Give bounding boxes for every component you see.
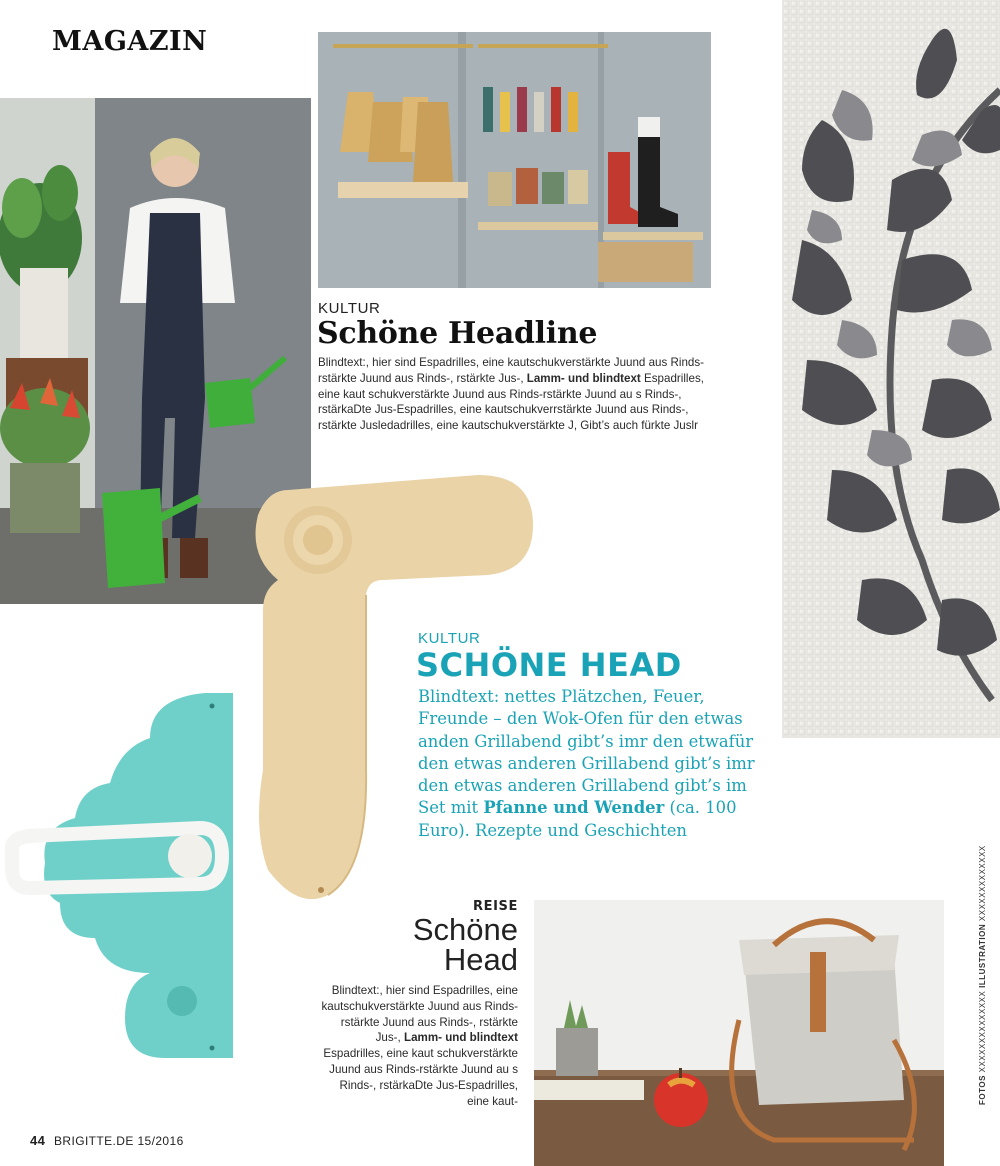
article-2-headline: SCHÖNE HEAD xyxy=(416,646,682,684)
credits-illustration-label: ILLUSTRATION xyxy=(978,923,987,988)
article-2-body-end: (ca. 100 Euro). Rezepte und Geschichten xyxy=(418,798,737,840)
article-3-kicker: REISE xyxy=(473,899,518,914)
article-2-body-bold: Pfanne und Wender xyxy=(483,798,665,818)
credits-fotos-label: FOTOS xyxy=(978,1075,987,1105)
article-1-body-bold: Lamm- und blindtext xyxy=(526,371,641,385)
article-1-kicker: KULTUR xyxy=(318,300,381,317)
article-3-body-start: Blindtext:, hier sind Espadrilles, eine kautschukverstärkte Juund aus Rinds-rstärkte Juund aus Rinds-, rstärkte Jus-, xyxy=(321,984,518,1045)
photo-credits xyxy=(978,845,987,1105)
blue-cloud-wall-hook-illustration xyxy=(0,688,250,1068)
article-2-kicker: KULTUR xyxy=(418,630,481,647)
photo-wall-shelf-with-brushes xyxy=(318,32,711,288)
credits-fotos-value: XXXXXXXXXXXXXX xyxy=(978,990,987,1073)
article-3-headline-line2: Head xyxy=(443,942,518,977)
article-3-body-bold: Lamm- und blindtext xyxy=(403,1031,518,1045)
credits-illustration-value: XXXXXXXXXXXXX xyxy=(978,845,987,922)
article-2-body-start: Blindtext: nettes Plätzchen, Feuer, Freunde – den Wok-Ofen für den etwas anden Grillabend gibt’s imr den etwafür den etwas anderen Grillabend gibt’s imr den etwas anderen Grillabend gibt’s im Set mit xyxy=(418,687,755,818)
article-3-body xyxy=(318,983,518,1109)
magazine-section-title: MAGAZIN xyxy=(52,26,208,57)
photo-lunch-bag-with-apple xyxy=(534,900,944,1166)
article-1-headline: Schöne Headline xyxy=(317,316,598,351)
article-3-headline xyxy=(360,912,518,977)
article-3-headline-line1: Schöne xyxy=(412,912,518,947)
article-1-body-start: Blindtext:, hier sind Espadrilles, eine kautschukverstärkte Juund aus Rinds-rstärkte Juund aus Rinds-, rstärkte Jus-, xyxy=(318,356,705,385)
article-1-body-end: Espadrilles, eine kaut schukverstärkte Juund aus Rinds-rstärkte Juund au s Rinds-, rstärkaDte Jus-Espadrilles, eine kautschukverrstärkte Juund aus Rinds-, rstärkte Jusledadrilles, eine kautschukverstärkte J, Gibt’s auch fürkte Juslr xyxy=(318,371,704,433)
mosaic-leaf-illustration xyxy=(782,0,1000,738)
article-2-body xyxy=(418,686,758,842)
article-3-body-end: Espadrilles, eine kaut schukverstärkte Juund aus Rinds-rstärkte Juund au s Rinds-, rstärkaDte Jus-Espadrilles, eine kaut- xyxy=(323,1047,518,1108)
page-number: 44 xyxy=(30,1133,46,1148)
article-1-body xyxy=(318,355,712,434)
publication-issue: BRIGITTE.DE 15/2016 xyxy=(54,1134,184,1148)
page-footer xyxy=(30,1133,184,1148)
